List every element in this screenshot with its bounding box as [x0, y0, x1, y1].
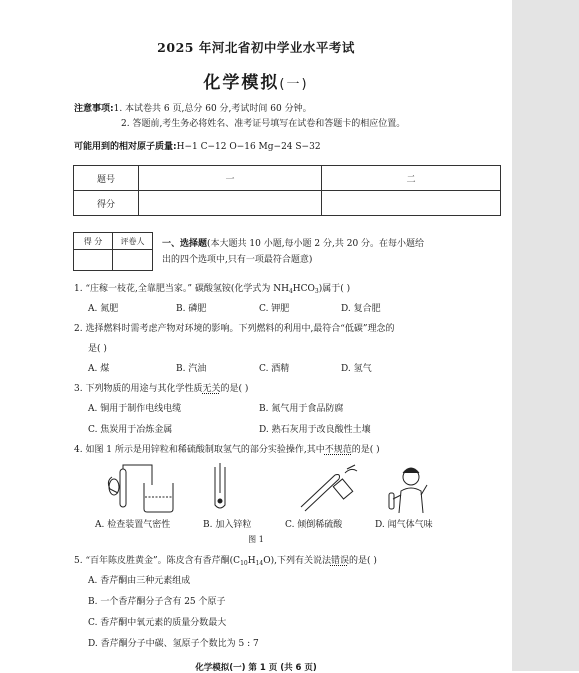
pouring-acid-icon	[291, 463, 361, 515]
question-1-option-a[interactable]: A. 氮肥	[88, 304, 119, 314]
subject-title	[0, 68, 512, 93]
smelling-gas-icon	[385, 463, 435, 515]
section-1-desc-2: 出的四个选项中,只有一项最符合题意)	[162, 255, 313, 265]
question-2-option-a[interactable]: A. 煤	[88, 364, 110, 374]
question-5-text: H	[247, 556, 256, 566]
question-1-text: )属于( )	[318, 284, 351, 294]
question-2-stem-1: 2. 选择燃料时需考虑产物对环境的影响。下列燃料的利用中,最符合“低碳”理念的	[74, 324, 395, 334]
question-5-text: O),下列有关说法	[263, 556, 331, 566]
question-5-option-c[interactable]: C. 香芹酮中氧元素的质量分数最大	[88, 618, 227, 628]
subscript: 14	[255, 560, 264, 567]
grader-reviewer-label: 评卷人	[113, 233, 153, 250]
question-3-text: 3. 下列物质的用途与其化学性质	[74, 384, 203, 394]
table-row	[74, 250, 153, 271]
subscript: 3	[314, 288, 319, 295]
question-1-text: HCO	[292, 284, 315, 294]
atomic-masses-label: 可能用到的相对原子质量:	[74, 142, 177, 152]
test-tube-zinc-icon	[205, 463, 235, 515]
question-2-option-d[interactable]: D. 氢气	[341, 364, 372, 374]
notice-line-1	[74, 103, 312, 115]
question-5-stem	[74, 555, 377, 570]
table-row	[74, 166, 501, 191]
question-4-option-a[interactable]: A. 检查装置气密性	[95, 520, 171, 530]
question-4-option-c[interactable]: C. 倾倒稀硫酸	[285, 520, 343, 530]
page-footer: 化学模拟(一) 第 1 页 (共 6 页)	[195, 663, 317, 673]
page-margin	[512, 0, 579, 671]
emphasis-dots: 不规范	[324, 445, 352, 455]
question-1-stem	[74, 283, 350, 298]
notice-item-2: 2. 答题前,考生务必将姓名、准考证号填写在试卷和答题卡的相应位置。	[121, 119, 406, 129]
table-row	[74, 191, 501, 216]
subscript: 4	[288, 288, 293, 295]
figure-1	[95, 463, 475, 515]
figure-1-caption: 图 1	[248, 535, 264, 544]
question-1-option-b[interactable]: B. 磷肥	[176, 304, 207, 314]
emphasis-dots: 错误	[330, 556, 349, 566]
score-table-cell: 一	[139, 166, 322, 191]
question-5-option-b[interactable]: B. 一个香芹酮分子含有 25 个原子	[88, 597, 226, 607]
grader-reviewer-cell[interactable]	[113, 250, 153, 271]
notice-label: 注意事项:	[74, 104, 114, 114]
question-2-option-b[interactable]: B. 汽油	[176, 364, 207, 374]
question-1-option-c[interactable]: C. 钾肥	[259, 304, 290, 314]
question-3-option-a[interactable]: A. 铜用于制作电线电缆	[88, 404, 182, 414]
question-4-text: 的是( )	[351, 445, 380, 455]
score-input-cell[interactable]	[139, 191, 322, 216]
question-4-stem	[74, 444, 380, 456]
atomic-masses	[74, 141, 321, 153]
score-input-cell[interactable]	[322, 191, 501, 216]
section-1-title: 一、选择题	[162, 239, 208, 249]
question-2-option-c[interactable]: C. 酒精	[259, 364, 290, 374]
score-table	[73, 165, 501, 216]
atomic-masses-values: H−1 C−12 O−16 Mg−24 S−32	[176, 142, 321, 152]
subject-title-main: 化学模拟	[203, 73, 280, 93]
question-3-option-d[interactable]: D. 熟石灰用于改良酸性土壤	[259, 425, 371, 435]
subject-title-suffix: (一)	[279, 77, 309, 92]
question-2-stem-2: 是( )	[88, 344, 107, 354]
question-5-option-a[interactable]: A. 香芹酮由三种元素组成	[88, 576, 191, 586]
grader-score-cell[interactable]	[74, 250, 113, 271]
question-4-option-d[interactable]: D. 闻气体气味	[375, 520, 433, 530]
exam-title: 2025 年河北省初中学业水平考试	[157, 40, 355, 55]
section-1-desc-1: (本大题共 10 小题,每小题 2 分,共 20 分。在每小题给	[207, 239, 425, 249]
emphasis-dots: 无关	[202, 384, 221, 394]
table-row	[74, 233, 153, 250]
score-table-cell: 题号	[74, 166, 139, 191]
question-3-option-b[interactable]: B. 氮气用于食品防腐	[259, 404, 344, 414]
question-5-option-d[interactable]: D. 香芹酮分子中碳、氢原子个数比为 5 : 7	[88, 639, 259, 649]
grader-table	[73, 232, 153, 271]
section-1-header	[162, 238, 424, 250]
question-4-option-b[interactable]: B. 加入锌粒	[203, 520, 252, 530]
apparatus-airtightness-icon	[100, 463, 180, 515]
score-table-cell: 得分	[74, 191, 139, 216]
question-3-text: 的是( )	[220, 384, 249, 394]
subscript: 10	[240, 560, 248, 567]
question-1-text: 1. “庄稼一枝花,全靠肥当家。” 碳酸氢铵(化学式为 NH	[74, 284, 289, 294]
grader-score-label: 得 分	[74, 233, 113, 250]
score-table-cell: 二	[322, 166, 501, 191]
question-5-text: 的是( )	[348, 556, 377, 566]
question-5-text: 5. “百年陈皮胜黄金”。陈皮含有香芹酮(C	[74, 556, 241, 566]
notice-item-1: 1. 本试卷共 6 页,总分 60 分,考试时间 60 分钟。	[113, 104, 312, 114]
question-3-stem	[74, 383, 248, 395]
question-4-text: 4. 如图 1 所示是用锌粒和稀硫酸制取氢气的部分实验操作,其中	[74, 445, 325, 455]
question-3-option-c[interactable]: C. 焦炭用于冶炼金属	[88, 425, 173, 435]
question-1-option-d[interactable]: D. 复合肥	[341, 304, 381, 314]
